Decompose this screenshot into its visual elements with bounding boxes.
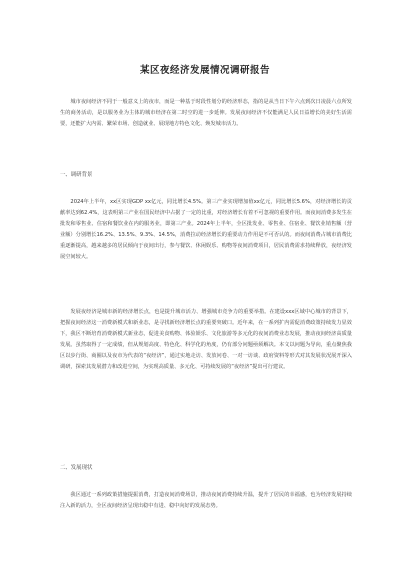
background-paragraph-2: 发展夜经济是城市新的经济增长点，也是提升城市活力、增强城市竞争力的重要举措。在建设xxx区域中心城市的背景下，把握夜间经济这一消费新模式和新业态，是寻找新经济增长点的重要突破口。近年来，在一系列扩内需促消费政策持续发力显效下，我区不断培育消费新模式新业态，促进美食购物、体验娱乐、文化旅游等多元化的夜间消费业态发展，推动夜间经济高质量发展。虽然取得了一定成绩，但从规划高度、特色化、科学化的角度，仍有部分问题亟须解决。本文以问题为导向，重点聚焦我区以步行街、商圈以及夜市为代表的“夜经济”，通过实地走访、发放问卷、一对一访谈、政府资料等形式对其发展状况展开深入调研，探索其发展潜力和改进空间，为实现高质量、多元化、可持续发展的“夜经济”提出可行建议。 <box>60 309 352 370</box>
intro-paragraph-block <box>60 97 352 130</box>
status-paragraph-1-block <box>60 490 352 512</box>
intro-paragraph: 城市夜间经济不同于一般意义上的夜市，而是一种基于时段性划分的经济形态，指的是从当日下午六点到次日凌晨六点所发生的商务活动，是以服务业为主体的城市经济在第二时空的进一步延伸。发展夜间经济不仅能满足人民日益增长的美好生活需要，还能扩大内需、繁荣市场、创造就业、展现地方特色文化、焕发城市活力。 <box>60 99 352 127</box>
section-heading-background: 一、调研背景 <box>60 172 93 178</box>
background-paragraph-1-block <box>60 197 352 262</box>
status-paragraph-1: 我区通过一系列政策措施提振消费，打造夜间消费场景，推动夜间消费持续升温，提升了居民的幸福感，也为经济发展持续注入新的活力，全区夜间经济呈现出稳中有进、稳中向好的发展态势。 <box>60 492 352 509</box>
section-heading-status: 二、发展现状 <box>60 465 93 471</box>
report-title: 某区夜经济发展情况调研报告 <box>139 65 270 76</box>
background-paragraph-2-block <box>60 307 352 372</box>
background-paragraph-1: 2024年上半年，xx区实现GDP xx亿元，同比增长4.5%。第三产业实现增加值xx亿元，同比增长5.6%，对经济增长的贡献率达到62.4%，这表明第三产业在国民经济中占据了一定的比重，对经济增长有着不可忽视的重要作用。而夜间消费多发生在批发和零售业、住宿和餐饮业在内的服务业，即第三产业。2024年上半年，全区批发业、零售业、住宿业、餐饮业销售额（营业额）分别增长16.2%、13.5%、9.3%、14.5%，消费拉动经济增长的重要动力作用是不可否认的。而夜间消费占城市消费比重逐渐提高，越来越多的居民倾向于夜间出行，参与餐饮、休闲娱乐、购物等夜间消费项目，居民消费需求持续释放，夜经济发展空间较大。 <box>60 199 352 260</box>
